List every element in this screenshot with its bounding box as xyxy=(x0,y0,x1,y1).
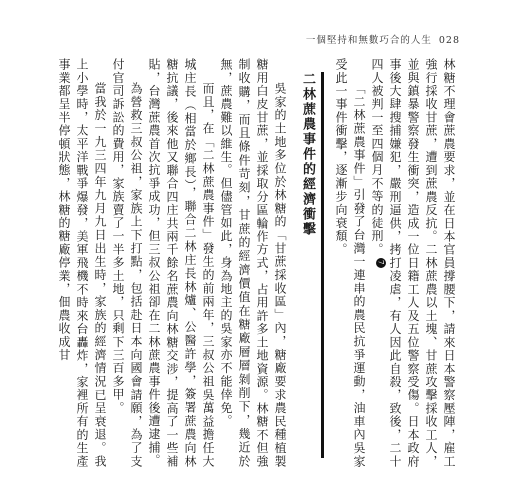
paragraph-1 xyxy=(368,58,458,468)
footnote-marker: 7 xyxy=(376,258,386,268)
header-title: 一個堅持和無數巧合的人生 xyxy=(305,35,432,46)
paragraph-4: 而且，在「二林蔗農事件」發生的前兩年，三叔公祖吳萬益擔任大城庄長（相當於鄉長），聯合二林庄長林爐、公醫許學，簽署蔗農向林糖抗議，後來他又聯合四庄共兩千餘名蔗農向林糖交涉，提高了一些補貼，台灣蔗農首次抗爭成功，但三叔公祖卻在二林蔗農事件後遭逮捕。 xyxy=(147,58,215,468)
paragraph-1-text: 林糖不理會蔗農要求，並在日本官員撐腰下，請來日本警察壓陣，雇工強行採收甘蔗，遭到蔗農反抗。二林蔗農以土塊、甘蔗攻擊採收工人，並與鎮暴警察發生衝突，造成一位日籍工人及五位警察受傷。日本政府事後大肆搜捕嫌犯，嚴刑逼供，拷打凌虐，有人因此自殺，致後，二十四人被判一至四個月不等的徒刑。 xyxy=(370,58,456,468)
paragraph-2: 「二林蔗農事件」引發了台灣一連串的農民抗爭運動，油車內吳家受此一事件衝擊，逐漸步向衰頹。 xyxy=(334,58,366,468)
running-header xyxy=(306,32,460,46)
paragraph-3: 吳家的土地多位於林糖的「甘蔗採收區」內，糖廠要求農民種植製糖用白皮甘蔗，並採取分區輪作方式，占用許多土地資源。林糖不但強制收購，而且條件苛刻，甘蔗的經濟價值在糖廠層層剝削下，幾近於無，蔗農難以維生。但儘管如此，身為地主的吳家亦不能倖免。 xyxy=(219,58,287,468)
page-number: 028 xyxy=(438,35,460,46)
body-text xyxy=(53,58,458,468)
paragraph-6: 當我於一九三四年九月九日出生時，家族的經濟情況已呈衰退。我上小學時，太平洋戰爭爆發，美軍飛機不時來台轟炸，家裡所有的生產事業都呈半停頓狀態，林糖的糖廠停業，佃農收成甘 xyxy=(57,58,107,468)
paragraph-5: 為營救三叔公祖，家族上下打點，包括赴日本向國會請願，為了支付官司訴訟的費用，家族賣了一半多土地，只剩下三百多甲。 xyxy=(111,58,143,468)
section-heading: 二林蔗農事件的經濟衝擊 xyxy=(297,72,324,458)
